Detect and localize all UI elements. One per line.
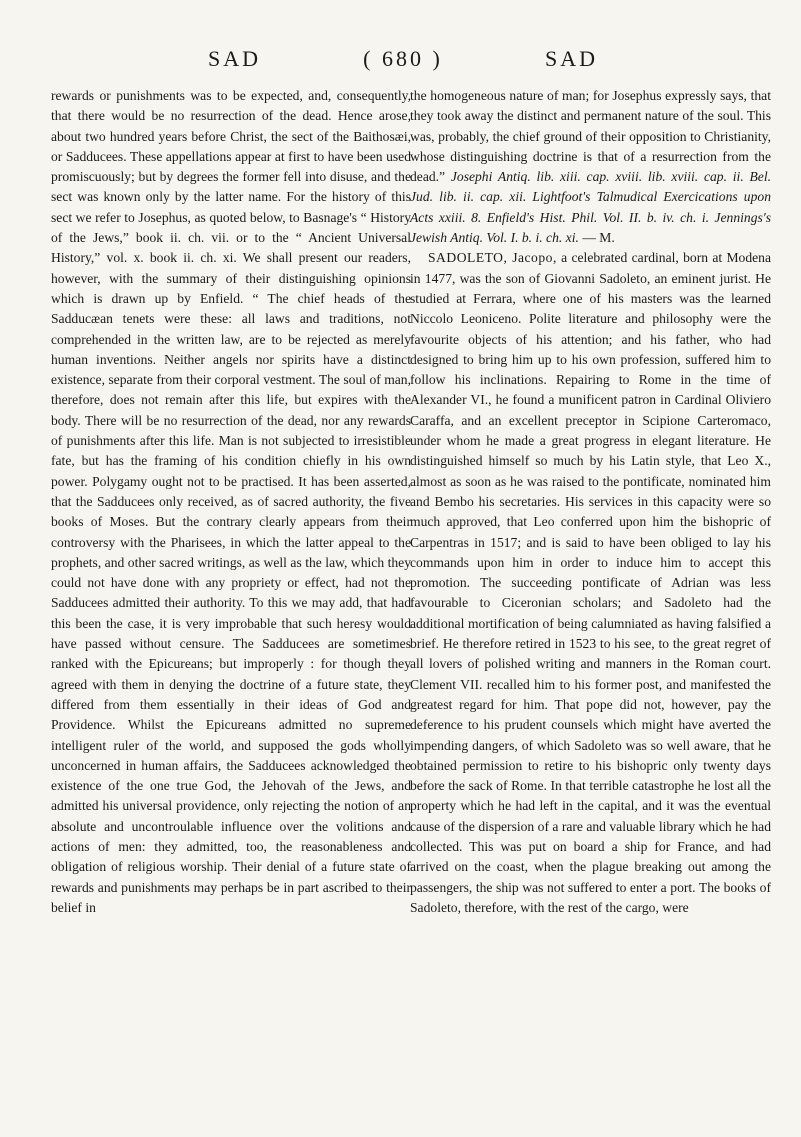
entry-headword: SADOLETO, Jacopo, bbox=[428, 250, 557, 266]
right-paragraph-2 bbox=[410, 248, 771, 918]
author-signature: — M. bbox=[582, 230, 615, 246]
header-right-word: SAD bbox=[544, 46, 598, 71]
page-number: ( 680 ) bbox=[363, 46, 443, 71]
running-header bbox=[208, 46, 598, 72]
sadoleto-entry-text: a celebrated cardinal, born at Modena in 1477, was the son of Giovanni Sadoleto, an eminent jurist. He studied at Ferrara, where one of his masters was the learned Niccolo Leoniceno. Polite literature and philosophy were the favourite objects of his attention; and his father, who had designed to bring him up to his own profession, suffered him to follow his inclinations. Repairing to Rome in the time of Alexander VI., he found a munificent patron in Cardinal Oliviero Caraffa, and an excellent preceptor in Scipione Carteromaco, under whom he made a great progress in elegant literature. He distinguished himself so much by his Latin style, that Leo X., almost as soon as he was raised to the pontificate, nominated him and Bembo his secretaries. His services in this capacity were so much approved, that Leo conferred upon him the bishopric of Carpentras in 1517; and is said to have been obliged to lay his commands upon him in order to induce him to accept this promotion. The succeeding pontificate of Adrian was less favourable to Ciceronian scholars; and Sadoleto had the additional mortification of being calumniated as having falsified a brief. He therefore retired in 1523 to his see, to the great regret of all lovers of polished writing and manners in the Roman court. Clement VII. recalled him to his former post, and manifested the greatest regard for him. That pope did not, however, pay the deference to his prudent counsels which might have averted the impending dangers, of which Sadoleto was so well aware, that he obtained permission to retire to his bishopric only twenty days before the sack of Rome. In that terrible catastrophe he lost all the property which he had left in the capital, and it was the eventual cause of the dispersion of a rare and valuable library which he had collected. This was put on board a ship for France, and had arrived on the coast, when the plague breaking out among the passengers, the ship was not suffered to enter a port. The books of Sadoleto, therefore, with the rest of the cargo, were bbox=[410, 250, 771, 915]
right-column bbox=[410, 86, 771, 918]
references: Josephi Antiq. lib. xiii. cap. xviii. lib. xviii. cap. ii. Bel. Jud. lib. ii. cap. xii. Lightfoot's Talmudical Exercications upon Acts xxiii. 8. Enfield's Hist. Phil. Vol. II. b. iv. ch. i. Jennings's Jewish Antiq. Vol. I. b. i. ch. xi. bbox=[410, 169, 771, 246]
right-paragraph-1 bbox=[410, 86, 771, 248]
left-column bbox=[51, 86, 411, 918]
left-paragraph: rewards or punishments was to be expected, and, consequently, that there would be no resurrection of the dead. Hence arose, about two hundred years before Christ, the sect of the Baithosæi, or Sadducees. These appellations appear at first to have been used promiscuously; but by degrees the former fell into disuse, and the sect was known only by the latter name. For the history of this sect we refer to Josephus, as quoted below, to Basnage's “ History of the Jews,” book ii. ch. vii. or to the “ Ancient Universal History,” vol. x. book ii. ch. xi. We shall present our readers, however, with the summary of their distinguishing opinions which is drawn up by Enfield. “ The chief heads of the Sadducæan tenets were these: all laws and traditions, not comprehended in the written law, are to be rejected as merely human inventions. Neither angels nor spirits have a distinct existence, separate from their corporal vestment. The soul of man, therefore, does not remain after this life, but expires with the body. There will be no resurrection of the dead, nor any rewards of punishments after this life. Man is not subjected to irresistible fate, but has the framing of his condition chiefly in his own power. Polygamy ought not to be practised. It has been asserted, that the Sadducees only received, as of sacred authority, the five books of Moses. But the contrary clearly appears from their controversy with the Pharisees, in which the latter appeal to the prophets, and other sacred writings, as well as the law, which they could not have done with any propriety or effect, had not the Sadducees admitted their authority. To this we may add, that had this been the case, it is very improbable that such heresy would have passed without censure. The Sadducees are sometimes ranked with the Epicureans; but improperly : for though they agreed with them in denying the doctrine of a future state, they differed from them essentially in their ideas of God and Providence. Whilst the Epicureans admitted no supreme intelligent ruler of the world, and supposed the gods wholly unconcerned in human affairs, the Sadducees acknowledged the existence of the one true God, the Jehovah of the Jews, and admitted his universal providence, only rejecting the notion of an absolute and uncontroulable influence over the volitions and actions of men: they admitted, too, the reasonableness and obligation of religious worship. Their denial of a future state of rewards and punishments may perhaps be in part ascribed to their belief in bbox=[51, 88, 411, 915]
sadducees-continuation: the homogeneous nature of man; for Josephus expressly says, that they took away the distinct and permanent nature of the soul. This was, probably, the chief ground of their opposition to Christianity, whose distinguishing doctrine is that of a resurrection from the dead.” bbox=[410, 88, 771, 185]
header-left-word: SAD bbox=[208, 46, 262, 71]
